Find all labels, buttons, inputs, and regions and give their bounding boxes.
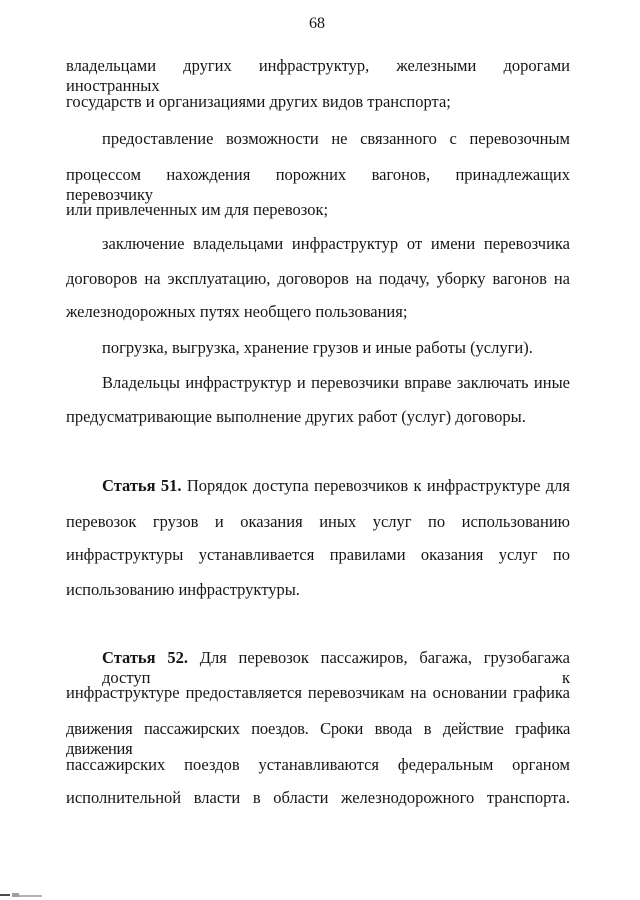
text-line-body: погрузка, выгрузка, хранение грузов и иные работы (услуги). [102, 338, 533, 357]
text-line-body: инфраструктуры устанавливается правилами оказания услуг по [66, 545, 570, 564]
text-line [66, 407, 570, 427]
text-line [66, 165, 570, 205]
text-line-body: предусматривающие выполнение других работ (услуг) договоры. [66, 407, 526, 426]
text-line [66, 129, 570, 149]
text-line-body: договоров на эксплуатацию, договоров на подачу, уборку вагонов на [66, 269, 570, 288]
text-line [66, 234, 570, 254]
text-line-body: заключение владельцами инфраструктур от имени перевозчика [102, 234, 570, 253]
text-line-body: инфраструктуре предоставляется перевозчикам на основании графика [66, 683, 570, 702]
text-line-body: Порядок доступа перевозчиков к инфраструктуре для [181, 476, 570, 495]
text-line-body: или привлеченных им для перевозок; [66, 200, 329, 219]
scan-artifact-dark-segment [0, 894, 10, 896]
text-line-body: Для перевозок пассажиров, багажа, грузобагажа доступ к [102, 648, 570, 687]
article-51-label: Статья 51. [102, 476, 182, 495]
text-line-body: предоставление возможности не связанного с перевозочным [102, 129, 570, 148]
text-line-body: процессом нахождения порожних вагонов, принадлежащих перевозчику [66, 165, 570, 204]
text-line-body: использованию инфраструктуры. [66, 580, 300, 599]
text-line-body: Владельцы инфраструктур и перевозчики вправе заключать иные [102, 373, 570, 392]
text-line-body: движения пассажирских поездов. Сроки ввода в действие графика движения [66, 719, 570, 758]
article-51-heading-line [66, 476, 570, 496]
text-line-body: железнодорожных путях необщего пользования; [66, 302, 408, 321]
text-line [66, 755, 570, 775]
text-line [66, 338, 570, 358]
text-line [66, 373, 570, 393]
text-line [66, 92, 570, 112]
text-line-body: исполнительной власти в области железнодорожного транспорта. [66, 788, 570, 807]
text-line [66, 683, 570, 703]
text-line [66, 545, 570, 565]
text-line-body: пассажирских поездов устанавливаются федеральным органом [66, 755, 570, 774]
text-line [66, 56, 570, 96]
text-line [66, 200, 570, 220]
text-line [66, 788, 570, 808]
text-line-body: владельцами других инфраструктур, железными дорогами иностранных [66, 56, 570, 95]
scan-artifact-light-line [19, 895, 42, 897]
article-52-label: Статья 52. [102, 648, 188, 667]
text-line-body: государств и организациями других видов транспорта; [66, 92, 451, 111]
text-line [66, 302, 570, 322]
text-line [66, 512, 570, 532]
scan-artifact-gray-box [12, 893, 19, 897]
text-line-body: перевозок грузов и оказания иных услуг по использованию [66, 512, 570, 531]
text-line [66, 580, 570, 600]
page-number: 68 [309, 15, 325, 32]
text-line [66, 719, 570, 759]
article-52-heading-line [66, 648, 570, 688]
text-line [66, 269, 570, 289]
